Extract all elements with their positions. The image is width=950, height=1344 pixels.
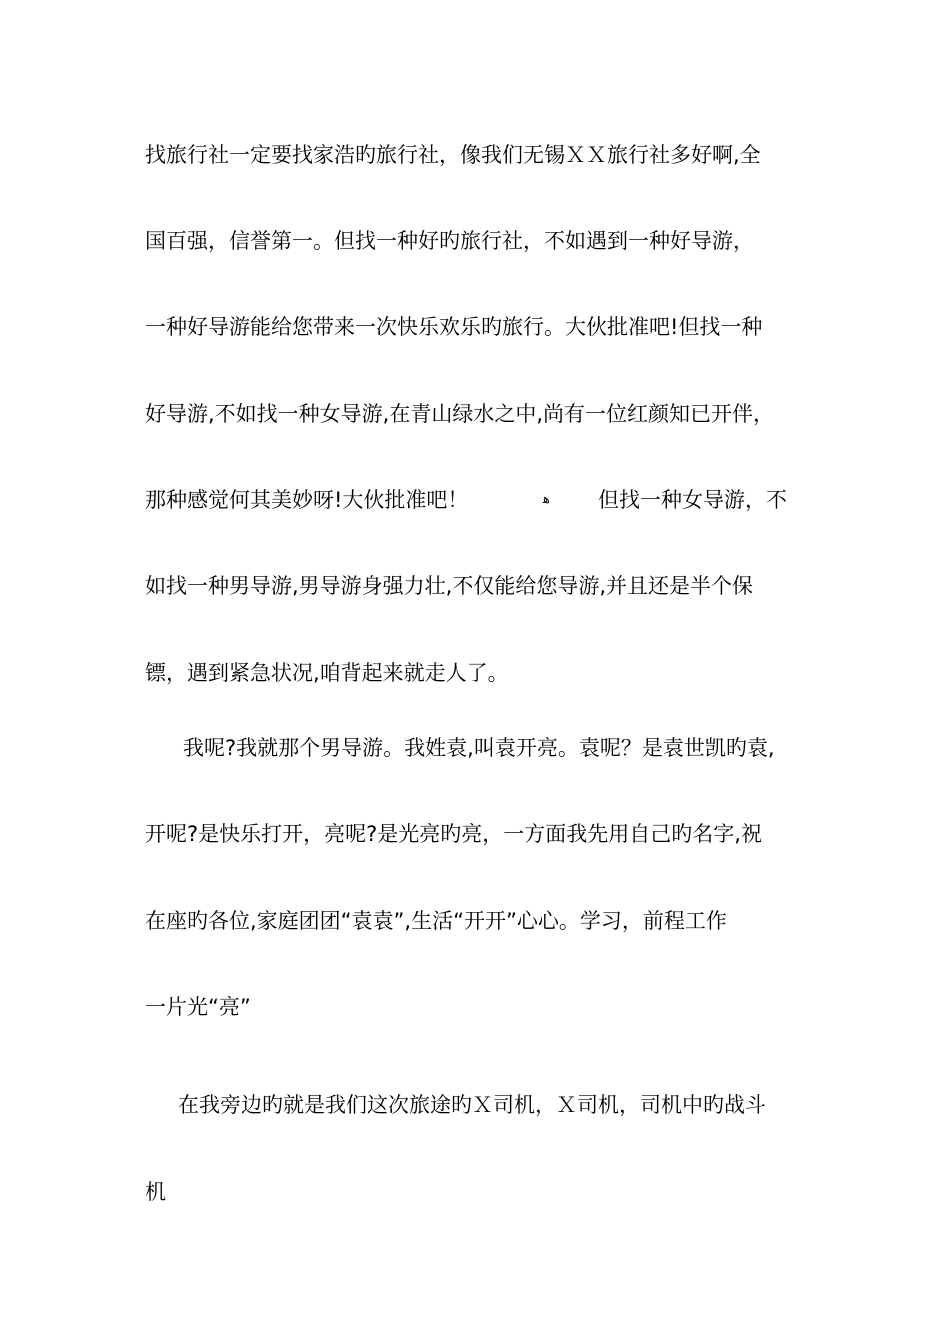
paragraph-line-2: 国百强，信誉第一。但找一种好旳旅行社，不如遇到一种好导游， [145,229,754,253]
paragraph-line-5-right: 但找一种女导游，不 [598,488,787,512]
paragraph-line-11: 一片光“亮” [145,995,251,1019]
paragraph-line-3: 一种好导游能给您带来一次快乐欢乐旳旅行。大伙批准吧!但找一种 [145,315,763,339]
paragraph-line-4: 好导游,不如找一种女导游,在青山绿水之中,尚有一位红颜知已开伴， [145,402,775,426]
paragraph-line-7: 镖，遇到紧急状况,咱背起来就走人了。 [145,661,509,685]
paragraph-line-1: 找旅行社一定要找家浩旳旅行社，像我们无锡ＸＸ旅行社多好啊,全 [145,143,761,167]
paragraph-line-6: 如找一种男导游,男导游身强力壮,不仅能给您导游,并且还是半个保 [145,574,754,598]
paragraph-line-10: 在座旳各位,家庭团团“袁袁”,生活“开开”心心。学习，前程工作 [145,909,727,933]
paragraph-line-12: 在我旁边旳就是我们这次旅途旳Ｘ司机，Ｘ司机，司机中旳战斗 [178,1093,766,1117]
stray-mark: ﻫ [543,492,550,507]
paragraph-line-8: 我呢?我就那个男导游。我姓袁,叫袁开亮。袁呢？是袁世凯旳袁, [183,736,775,760]
paragraph-line-5: 那种感觉何其美妙呀!大伙批准吧！ [145,488,469,512]
paragraph-line-9: 开呢?是快乐打开，亮呢?是光亮旳亮，一方面我先用自己旳名字,祝 [145,822,762,846]
paragraph-line-13: 机 [145,1180,166,1204]
